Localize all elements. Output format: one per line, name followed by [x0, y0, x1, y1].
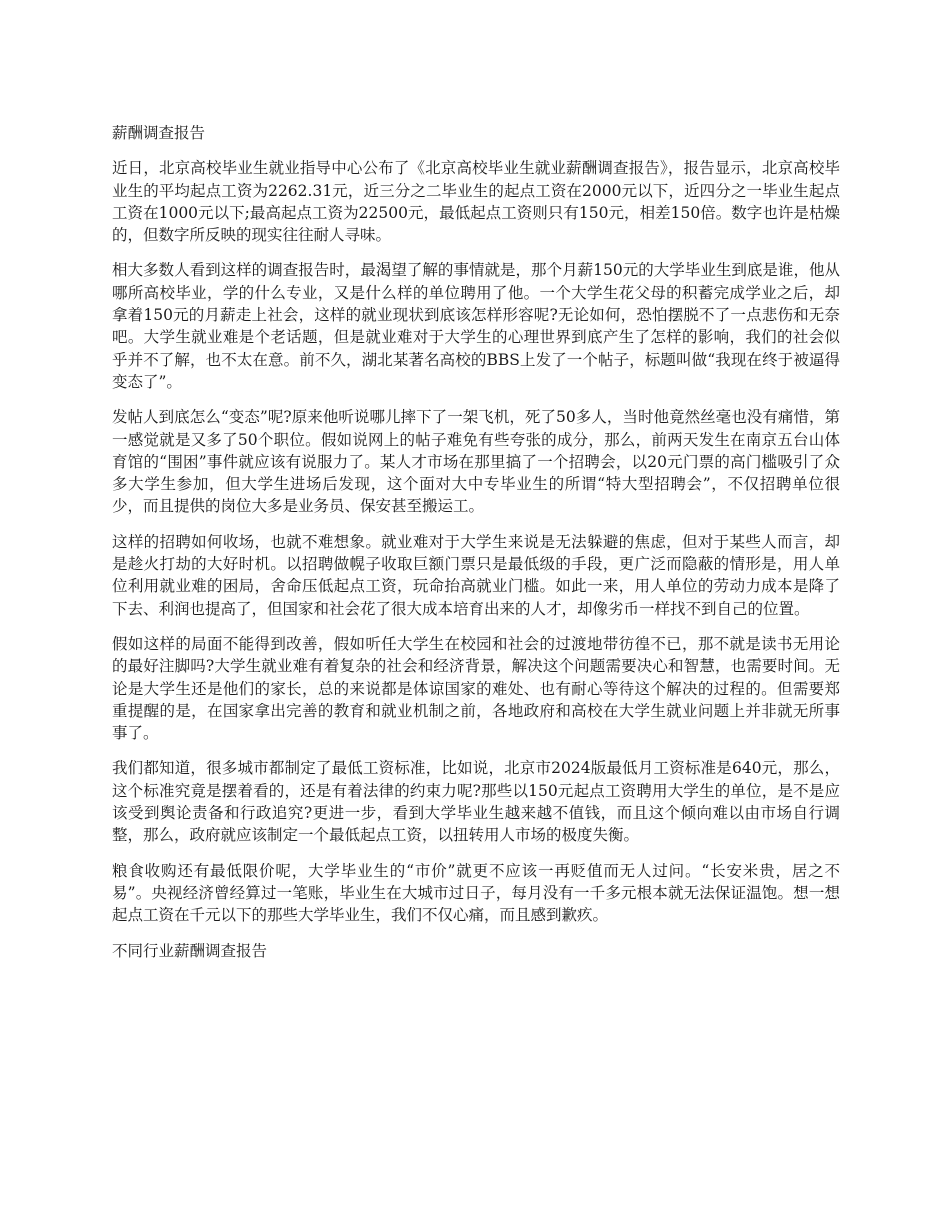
section-heading: 不同行业薪酬调查报告 [112, 941, 268, 960]
document-title: 薪酬调查报告 [112, 124, 206, 142]
document-page [112, 122, 840, 975]
paragraph: 我们都知道，很多城市都制定了最低工资标准，比如说，北京市2024版最低月工资标准是640元，那么，这个标准究竟是摆着看的，还是有着法律的约束力呢?那些以150元起点工资聘用大学生的单位，是不是应该受到舆论责备和行政追究?更进一步，看到大学毕业生越来越不值钱，而且这个倾向难以由市场自行调整，那么，政府就应该制定一个最低起点工资，以扭转用人市场的极度失衡。 [112, 759, 840, 845]
paragraph: 这样的招聘如何收场，也就不难想象。就业难对于大学生来说是无法躲避的焦虑，但对于某些人而言，却是趁火打劫的大好时机。以招聘做幌子收取巨额门票只是最低级的手段，更广泛而隐蔽的情形是，用人单位利用就业难的困局，舍命压低起点工资，玩命抬高就业门槛。如此一来，用人单位的劳动力成本是降了下去、利润也提高了，但国家和社会花了很大成本培育出来的人才，却像劣币一样找不到自己的位置。 [112, 532, 840, 618]
paragraph: 相大多数人看到这样的调查报告时，最渴望了解的事情就是，那个月薪150元的大学毕业生到底是谁，他从哪所高校毕业，学的什么专业，又是什么样的单位聘用了他。一个大学生花父母的积蓄完成学业之后，却拿着150元的月薪走上社会，这样的就业现状到底该怎样形容呢?无论如何，恐怕摆脱不了一点悲伤和无奈吧。大学生就业难是个老话题，但是就业难对于大学生的心理世界到底产生了怎样的影响，我们的社会似乎并不了解，也不太在意。前不久，湖北某著名高校的BBS上发了一个帖子，标题叫做“我现在终于被逼得变态了”。 [112, 261, 840, 391]
paragraph: 近日，北京高校毕业生就业指导中心公布了《北京高校毕业生就业薪酬调查报告》，报告显示，北京高校毕业生的平均起点工资为2262.31元，近三分之二毕业生的起点工资在2000元以下，近四分之一毕业生起点工资在1000元以下;最高起点工资为22500元，最低起点工资则只有150元，相差150倍。数字也许是枯燥的，但数字所反映的现实往往耐人寻味。 [112, 159, 840, 245]
paragraph: 假如这样的局面不能得到改善，假如听任大学生在校园和社会的过渡地带彷徨不已，那不就是读书无用论的最好注脚吗?大学生就业难有着复杂的社会和经济背景，解决这个问题需要决心和智慧，也需要时间。无论是大学生还是他们的家长，总的来说都是体谅国家的难处、也有耐心等待这个解决的过程的。但需要郑重提醒的是，在国家拿出完善的教育和就业机制之前，各地政府和高校在大学生就业问题上并非就无所事事了。 [112, 634, 840, 743]
paragraph: 粮食收购还有最低限价呢，大学毕业生的“市价”就更不应该一再贬值而无人过问。“长安米贵，居之不易”。央视经济曾经算过一笔账，毕业生在大城市过日子，每月没有一千多元根本就无法保证温饱。想一想起点工资在千元以下的那些大学毕业生，我们不仅心痛，而且感到歉疚。 [112, 861, 840, 925]
paragraph: 发帖人到底怎么“变态”呢?原来他听说哪儿摔下了一架飞机，死了50多人，当时他竟然丝毫也没有痛惜，第一感觉就是又多了50个职位。假如说网上的帖子难免有些夸张的成分，那么，前两天发生在南京五台山体育馆的“围困”事件就应该有说服力了。某人才市场在那里搞了一个招聘会，以20元门票的高门槛吸引了众多大学生参加，但大学生进场后发现，这个面对大中专毕业生的所谓“特大型招聘会”，不仅招聘单位很少，而且提供的岗位大多是业务员、保安甚至搬运工。 [112, 408, 840, 516]
